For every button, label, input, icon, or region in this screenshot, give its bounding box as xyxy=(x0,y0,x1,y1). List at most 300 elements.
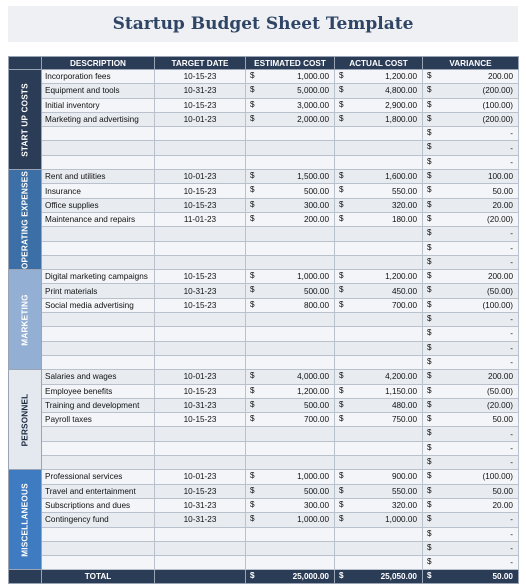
currency-symbol: $ xyxy=(427,557,432,567)
table-row xyxy=(9,255,519,269)
currency-symbol: $ xyxy=(427,85,432,95)
total-estimated xyxy=(246,570,335,584)
estimated-cell[interactable] xyxy=(246,441,335,455)
target-date-cell[interactable] xyxy=(155,541,246,555)
variance-cell[interactable] xyxy=(423,198,519,212)
variance-cell[interactable] xyxy=(423,284,519,298)
variance-cell[interactable] xyxy=(423,498,519,512)
target-date-cell[interactable]: 10-15-23 xyxy=(155,184,246,198)
table-row xyxy=(9,198,519,212)
actual-cell[interactable] xyxy=(335,284,423,298)
description-cell[interactable] xyxy=(42,313,155,327)
description-cell[interactable] xyxy=(42,155,155,169)
total-variance xyxy=(423,570,519,584)
table-row xyxy=(9,498,519,512)
variance-cell[interactable] xyxy=(423,227,519,241)
actual-cell[interactable] xyxy=(335,498,423,512)
estimated-cell[interactable] xyxy=(246,456,335,470)
currency-symbol: $ xyxy=(250,213,255,223)
variance-value: - xyxy=(510,258,513,267)
target-date-cell[interactable]: 10-15-23 xyxy=(155,98,246,112)
target-date-cell[interactable]: 10-01-23 xyxy=(155,370,246,384)
currency-symbol: $ xyxy=(339,485,344,495)
variance-cell[interactable] xyxy=(423,556,519,570)
currency-symbol: $ xyxy=(250,385,255,395)
estimated-cell[interactable] xyxy=(246,498,335,512)
description-cell[interactable]: Subscriptions and dues xyxy=(42,498,155,512)
actual-cell[interactable] xyxy=(335,341,423,355)
currency-symbol: $ xyxy=(339,399,344,409)
variance-cell[interactable] xyxy=(423,98,519,112)
description-cell[interactable]: Incorporation fees xyxy=(42,70,155,84)
actual-cell[interactable] xyxy=(335,384,423,398)
currency-symbol: $ xyxy=(427,399,432,409)
table-row xyxy=(9,541,519,555)
actual-cell[interactable] xyxy=(335,527,423,541)
total-actual-value: 25,050.00 xyxy=(380,572,417,582)
actual-cell[interactable] xyxy=(335,141,423,155)
target-date-cell[interactable] xyxy=(155,355,246,369)
actual-cell[interactable] xyxy=(335,241,423,255)
description-cell[interactable]: Contingency fund xyxy=(42,513,155,527)
currency-symbol: $ xyxy=(339,185,344,195)
estimated-cell[interactable] xyxy=(246,270,335,284)
description-cell[interactable] xyxy=(42,527,155,541)
description-cell[interactable]: Social media advertising xyxy=(42,298,155,312)
table-row xyxy=(9,270,519,284)
actual-cell[interactable] xyxy=(335,327,423,341)
description-cell[interactable]: Insurance xyxy=(42,184,155,198)
variance-cell[interactable] xyxy=(423,341,519,355)
actual-cell[interactable] xyxy=(335,212,423,226)
estimated-cell[interactable] xyxy=(246,413,335,427)
table-row xyxy=(9,313,519,327)
actual-value: 320.00 xyxy=(391,501,417,511)
variance-cell[interactable] xyxy=(423,398,519,412)
actual-cell[interactable] xyxy=(335,470,423,484)
target-date-cell[interactable] xyxy=(155,341,246,355)
variance-value: 200.00 xyxy=(487,72,513,82)
description-cell[interactable] xyxy=(42,327,155,341)
target-date-cell[interactable] xyxy=(155,441,246,455)
variance-cell[interactable] xyxy=(423,255,519,269)
description-cell[interactable] xyxy=(42,456,155,470)
estimated-cell[interactable] xyxy=(246,227,335,241)
estimated-cell[interactable] xyxy=(246,484,335,498)
description-cell[interactable] xyxy=(42,241,155,255)
actual-cell[interactable] xyxy=(335,441,423,455)
estimated-cell[interactable] xyxy=(246,355,335,369)
page-title: Startup Budget Sheet Template xyxy=(112,14,414,34)
actual-value: 900.00 xyxy=(391,472,417,482)
target-date-cell[interactable] xyxy=(155,141,246,155)
estimated-cell[interactable] xyxy=(246,112,335,126)
description-cell[interactable] xyxy=(42,341,155,355)
description-cell[interactable]: Professional services xyxy=(42,470,155,484)
target-date-cell[interactable] xyxy=(155,227,246,241)
actual-cell[interactable] xyxy=(335,184,423,198)
description-cell[interactable] xyxy=(42,141,155,155)
header-actual-cost: ACTUAL COST xyxy=(335,57,423,70)
total-estimated-value: 25,000.00 xyxy=(292,572,329,582)
estimated-cell[interactable] xyxy=(246,141,335,155)
variance-value: (50.00) xyxy=(487,286,513,296)
currency-symbol: $ xyxy=(427,471,432,481)
currency-symbol: $ xyxy=(427,113,432,123)
estimated-cell[interactable] xyxy=(246,98,335,112)
variance-value: 20.00 xyxy=(492,200,513,210)
variance-value: (50.00) xyxy=(487,386,513,396)
currency-symbol: $ xyxy=(427,457,432,467)
target-date-cell[interactable]: 10-01-23 xyxy=(155,470,246,484)
variance-cell[interactable] xyxy=(423,470,519,484)
variance-value: (20.00) xyxy=(487,400,513,410)
estimated-cell[interactable] xyxy=(246,541,335,555)
variance-cell[interactable] xyxy=(423,141,519,155)
target-date-cell[interactable] xyxy=(155,556,246,570)
section-label: PERSONNEL xyxy=(20,393,30,447)
currency-symbol: $ xyxy=(427,256,432,266)
table-row xyxy=(9,441,519,455)
target-date-cell[interactable]: 10-31-23 xyxy=(155,498,246,512)
variance-cell[interactable] xyxy=(423,241,519,255)
actual-cell[interactable] xyxy=(335,127,423,141)
target-date-cell[interactable]: 10-15-23 xyxy=(155,270,246,284)
description-cell[interactable] xyxy=(42,427,155,441)
estimated-cell[interactable] xyxy=(246,155,335,169)
target-date-cell[interactable]: 10-31-23 xyxy=(155,398,246,412)
currency-symbol: $ xyxy=(339,99,344,109)
variance-cell[interactable] xyxy=(423,84,519,98)
estimated-value: 1,000.00 xyxy=(297,272,329,282)
currency-symbol: $ xyxy=(339,571,344,581)
actual-cell[interactable] xyxy=(335,70,423,84)
target-date-cell[interactable]: 10-15-23 xyxy=(155,298,246,312)
estimated-cell[interactable] xyxy=(246,513,335,527)
table-row xyxy=(9,284,519,298)
estimated-cell[interactable] xyxy=(246,370,335,384)
variance-cell[interactable] xyxy=(423,413,519,427)
currency-symbol: $ xyxy=(250,299,255,309)
estimated-cell[interactable] xyxy=(246,184,335,198)
actual-value: 1,150.00 xyxy=(385,386,417,396)
estimated-cell[interactable] xyxy=(246,556,335,570)
actual-cell[interactable] xyxy=(335,313,423,327)
estimated-cell[interactable] xyxy=(246,70,335,84)
description-cell[interactable] xyxy=(42,541,155,555)
target-date-cell[interactable] xyxy=(155,527,246,541)
estimated-cell[interactable] xyxy=(246,127,335,141)
description-cell[interactable] xyxy=(42,255,155,269)
currency-symbol: $ xyxy=(339,299,344,309)
header-row xyxy=(9,57,519,70)
table-row xyxy=(9,527,519,541)
description-cell[interactable]: Training and development xyxy=(42,398,155,412)
variance-cell[interactable] xyxy=(423,355,519,369)
variance-cell[interactable] xyxy=(423,270,519,284)
actual-cell[interactable] xyxy=(335,198,423,212)
target-date-cell[interactable]: 10-31-23 xyxy=(155,284,246,298)
description-cell[interactable] xyxy=(42,127,155,141)
estimated-cell[interactable] xyxy=(246,427,335,441)
total-actual xyxy=(335,570,423,584)
estimated-value: 800.00 xyxy=(303,300,329,310)
description-cell[interactable]: Initial inventory xyxy=(42,98,155,112)
estimated-cell[interactable] xyxy=(246,527,335,541)
currency-symbol: $ xyxy=(427,299,432,309)
estimated-value: 1,000.00 xyxy=(297,72,329,82)
currency-symbol: $ xyxy=(427,314,432,324)
currency-symbol: $ xyxy=(250,485,255,495)
currency-symbol: $ xyxy=(427,485,432,495)
description-cell[interactable]: Maintenance and repairs xyxy=(42,212,155,226)
currency-symbol: $ xyxy=(250,514,255,524)
table-row xyxy=(9,141,519,155)
variance-value: 50.00 xyxy=(492,186,513,196)
currency-symbol: $ xyxy=(427,385,432,395)
table-row xyxy=(9,556,519,570)
currency-symbol: $ xyxy=(250,499,255,509)
currency-symbol: $ xyxy=(427,285,432,295)
description-cell[interactable]: Payroll taxes xyxy=(42,413,155,427)
currency-symbol: $ xyxy=(250,185,255,195)
variance-cell[interactable] xyxy=(423,541,519,555)
variance-cell[interactable] xyxy=(423,370,519,384)
actual-cell[interactable] xyxy=(335,170,423,184)
estimated-cell[interactable] xyxy=(246,198,335,212)
actual-cell[interactable] xyxy=(335,84,423,98)
estimated-value: 2,000.00 xyxy=(297,115,329,125)
variance-value: - xyxy=(510,129,513,139)
target-date-cell[interactable]: 10-15-23 xyxy=(155,384,246,398)
target-date-cell[interactable] xyxy=(155,255,246,269)
description-cell[interactable] xyxy=(42,227,155,241)
estimated-value: 1,200.00 xyxy=(297,386,329,396)
table-row xyxy=(9,84,519,98)
description-cell[interactable]: Print materials xyxy=(42,284,155,298)
target-date-cell[interactable] xyxy=(155,427,246,441)
header-target-date: TARGET DATE xyxy=(155,57,246,70)
target-date-cell[interactable]: 10-15-23 xyxy=(155,484,246,498)
currency-symbol: $ xyxy=(250,113,255,123)
actual-cell[interactable] xyxy=(335,298,423,312)
variance-cell[interactable] xyxy=(423,212,519,226)
currency-symbol: $ xyxy=(250,371,255,381)
variance-cell[interactable] xyxy=(423,170,519,184)
section-label-cell xyxy=(9,470,42,570)
variance-cell[interactable] xyxy=(423,527,519,541)
description-cell[interactable]: Travel and entertainment xyxy=(42,484,155,498)
target-date-cell[interactable] xyxy=(155,241,246,255)
variance-value: (100.00) xyxy=(482,472,513,482)
variance-cell[interactable] xyxy=(423,484,519,498)
description-cell[interactable]: Employee benefits xyxy=(42,384,155,398)
actual-cell[interactable] xyxy=(335,427,423,441)
variance-cell[interactable] xyxy=(423,427,519,441)
target-date-cell[interactable]: 10-15-23 xyxy=(155,413,246,427)
actual-cell[interactable] xyxy=(335,413,423,427)
table-row xyxy=(9,155,519,169)
actual-value: 4,200.00 xyxy=(385,372,417,382)
variance-value: (200.00) xyxy=(482,86,513,96)
actual-cell[interactable] xyxy=(335,556,423,570)
currency-symbol: $ xyxy=(427,213,432,223)
description-cell[interactable] xyxy=(42,355,155,369)
table-row xyxy=(9,184,519,198)
description-cell[interactable]: Marketing and advertising xyxy=(42,112,155,126)
target-date-cell[interactable] xyxy=(155,127,246,141)
currency-symbol: $ xyxy=(427,156,432,166)
estimated-cell[interactable] xyxy=(246,298,335,312)
title-band xyxy=(8,6,518,42)
currency-symbol: $ xyxy=(427,571,432,581)
variance-value: 200.00 xyxy=(487,272,513,282)
description-cell[interactable] xyxy=(42,441,155,455)
variance-value: (100.00) xyxy=(482,100,513,110)
variance-cell[interactable] xyxy=(423,298,519,312)
description-cell[interactable]: Digital marketing campaigns xyxy=(42,270,155,284)
estimated-cell[interactable] xyxy=(246,212,335,226)
actual-value: 1,200.00 xyxy=(385,72,417,82)
variance-value: 100.00 xyxy=(487,172,513,182)
variance-cell[interactable] xyxy=(423,513,519,527)
estimated-value: 5,000.00 xyxy=(297,86,329,96)
actual-value: 1,800.00 xyxy=(385,115,417,125)
target-date-cell[interactable] xyxy=(155,313,246,327)
target-date-cell[interactable]: 10-15-23 xyxy=(155,70,246,84)
table-row xyxy=(9,241,519,255)
estimated-value: 200.00 xyxy=(303,215,329,225)
table-row xyxy=(9,127,519,141)
variance-cell[interactable] xyxy=(423,184,519,198)
target-date-cell[interactable]: 10-31-23 xyxy=(155,513,246,527)
currency-symbol: $ xyxy=(250,171,255,181)
description-cell[interactable] xyxy=(42,556,155,570)
actual-cell[interactable] xyxy=(335,112,423,126)
description-cell[interactable]: Equipment and tools xyxy=(42,84,155,98)
variance-cell[interactable] xyxy=(423,127,519,141)
estimated-value: 500.00 xyxy=(303,400,329,410)
actual-cell[interactable] xyxy=(335,255,423,269)
estimated-cell[interactable] xyxy=(246,284,335,298)
currency-symbol: $ xyxy=(427,228,432,238)
target-date-cell[interactable]: 11-01-23 xyxy=(155,212,246,226)
variance-cell[interactable] xyxy=(423,384,519,398)
currency-symbol: $ xyxy=(427,371,432,381)
actual-cell[interactable] xyxy=(335,270,423,284)
estimated-value: 300.00 xyxy=(303,501,329,511)
estimated-cell[interactable] xyxy=(246,255,335,269)
table-row xyxy=(9,513,519,527)
currency-symbol: $ xyxy=(250,471,255,481)
currency-symbol: $ xyxy=(339,471,344,481)
table-row xyxy=(9,470,519,484)
description-cell[interactable]: Office supplies xyxy=(42,198,155,212)
target-date-cell[interactable]: 10-01-23 xyxy=(155,170,246,184)
target-date-cell[interactable] xyxy=(155,155,246,169)
variance-value: - xyxy=(510,329,513,339)
variance-cell[interactable] xyxy=(423,70,519,84)
estimated-value: 1,000.00 xyxy=(297,515,329,525)
currency-symbol: $ xyxy=(427,356,432,366)
estimated-cell[interactable] xyxy=(246,170,335,184)
target-date-cell[interactable]: 10-31-23 xyxy=(155,84,246,98)
budget-body xyxy=(9,70,519,570)
variance-cell[interactable] xyxy=(423,313,519,327)
total-spacer xyxy=(9,570,42,584)
section-label: MARKETING xyxy=(20,293,30,346)
actual-cell[interactable] xyxy=(335,227,423,241)
total-date-spacer xyxy=(155,570,246,584)
description-cell[interactable]: Rent and utilities xyxy=(42,170,155,184)
estimated-cell[interactable] xyxy=(246,84,335,98)
currency-symbol: $ xyxy=(427,428,432,438)
variance-value: (100.00) xyxy=(482,300,513,310)
currency-symbol: $ xyxy=(427,414,432,424)
currency-symbol: $ xyxy=(250,271,255,281)
estimated-cell[interactable] xyxy=(246,398,335,412)
variance-cell[interactable] xyxy=(423,441,519,455)
currency-symbol: $ xyxy=(427,499,432,509)
section-label: START UP COSTS xyxy=(20,82,30,157)
actual-cell[interactable] xyxy=(335,98,423,112)
variance-cell[interactable] xyxy=(423,155,519,169)
actual-value: 1,600.00 xyxy=(385,172,417,182)
estimated-cell[interactable] xyxy=(246,384,335,398)
description-cell[interactable]: Salaries and wages xyxy=(42,370,155,384)
target-date-cell[interactable] xyxy=(155,456,246,470)
actual-value: 1,200.00 xyxy=(385,272,417,282)
currency-symbol: $ xyxy=(427,128,432,138)
currency-symbol: $ xyxy=(339,499,344,509)
table-row xyxy=(9,298,519,312)
estimated-value: 700.00 xyxy=(303,415,329,425)
variance-value: - xyxy=(510,543,513,553)
currency-symbol: $ xyxy=(250,99,255,109)
variance-cell[interactable] xyxy=(423,327,519,341)
estimated-cell[interactable] xyxy=(246,327,335,341)
target-date-cell[interactable]: 10-15-23 xyxy=(155,198,246,212)
variance-value: - xyxy=(510,458,513,468)
currency-symbol: $ xyxy=(427,71,432,80)
estimated-cell[interactable] xyxy=(246,241,335,255)
target-date-cell[interactable] xyxy=(155,327,246,341)
estimated-cell[interactable] xyxy=(246,313,335,327)
currency-symbol: $ xyxy=(427,514,432,524)
target-date-cell[interactable]: 10-01-23 xyxy=(155,112,246,126)
variance-cell[interactable] xyxy=(423,112,519,126)
actual-cell[interactable] xyxy=(335,484,423,498)
estimated-cell[interactable] xyxy=(246,341,335,355)
actual-cell[interactable] xyxy=(335,370,423,384)
table-row xyxy=(9,398,519,412)
actual-cell[interactable] xyxy=(335,155,423,169)
estimated-cell[interactable] xyxy=(246,470,335,484)
variance-cell[interactable] xyxy=(423,456,519,470)
section-label-cell xyxy=(9,170,42,270)
actual-cell[interactable] xyxy=(335,513,423,527)
actual-cell[interactable] xyxy=(335,541,423,555)
actual-cell[interactable] xyxy=(335,398,423,412)
currency-symbol: $ xyxy=(427,328,432,338)
variance-value: - xyxy=(510,515,513,525)
budget-sheet xyxy=(8,56,518,584)
variance-value: - xyxy=(510,429,513,439)
actual-cell[interactable] xyxy=(335,456,423,470)
section-label: OPERATING EXPENSES xyxy=(20,170,30,269)
actual-cell[interactable] xyxy=(335,355,423,369)
actual-value: 450.00 xyxy=(391,286,417,296)
